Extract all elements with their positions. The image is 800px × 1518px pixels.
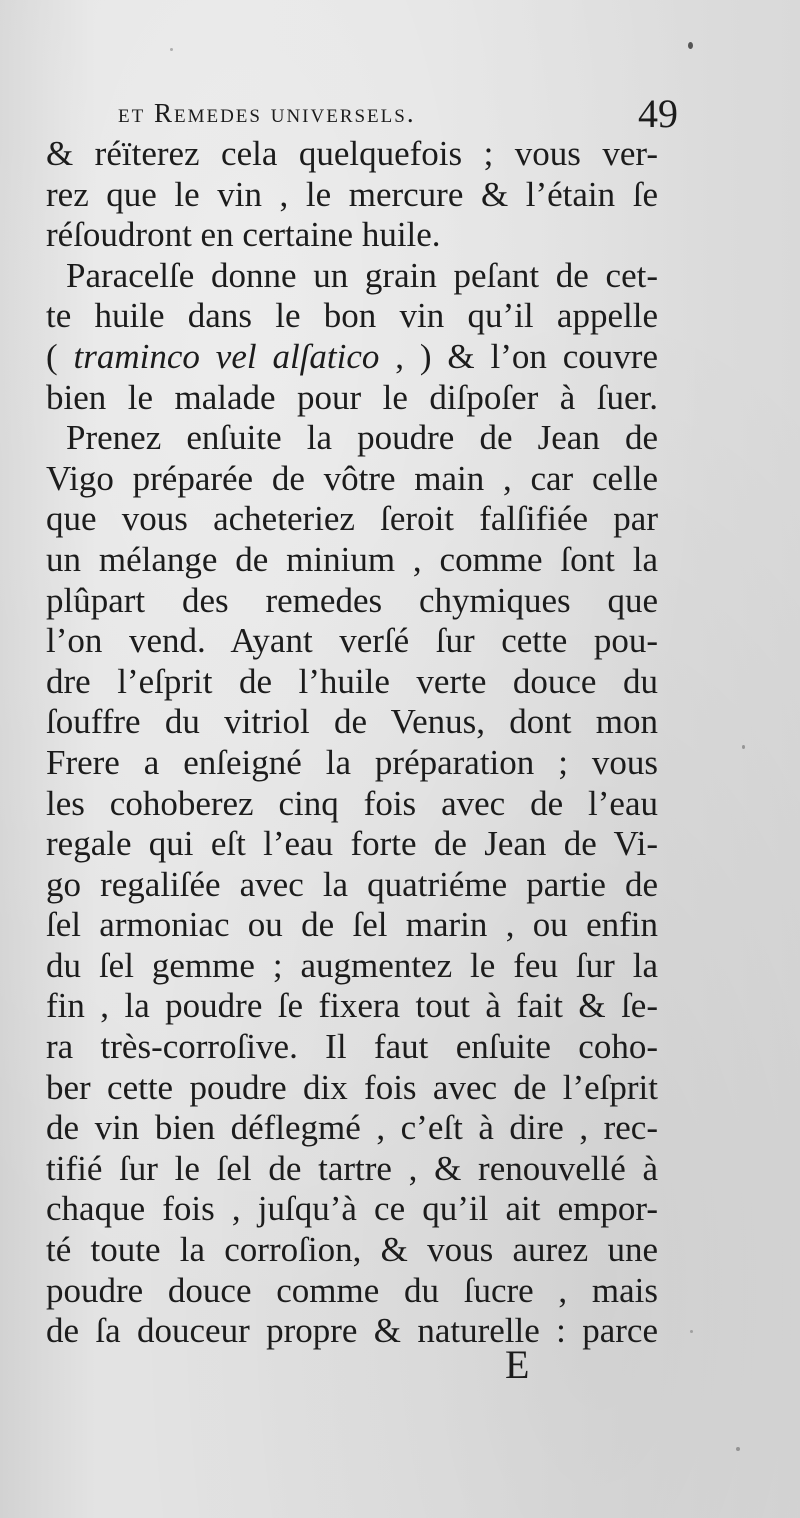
paper-speck [736, 1447, 740, 1451]
text-line: que vous acheteriez ſeroit falſifiée par [46, 499, 658, 539]
running-title: et Remedes universels. [118, 98, 416, 128]
text-line: Vigo préparée de vôtre main , car celle [46, 458, 658, 498]
text-line: te huile dans le bon vin qu’il appelle [46, 296, 658, 336]
text-line: ſouffre du vitriol de Venus, dont mon [46, 702, 658, 742]
text-line: regale qui eſt l’eau forte de Jean de Vi- [46, 824, 658, 864]
text-line: l’on vend. Ayant verſé ſur cette pou- [46, 621, 658, 661]
text-line: ber cette poudre dix fois avec de l’eſprit [46, 1067, 658, 1107]
page-header [118, 88, 678, 136]
paper-speck [690, 1330, 693, 1333]
text-line: tifié ſur le ſel de tartre , & renouvellé à [46, 1148, 658, 1188]
text-line: ra très-corroſive. Il faut enſuite coho- [46, 1027, 658, 1067]
text-line: Frere a enſeigné la préparation ; vous [46, 742, 658, 782]
text-line: dre l’eſprit de l’huile verte douce du [46, 661, 658, 701]
paper-speck [170, 48, 173, 51]
text-line: bien le malade pour le diſpoſer à ſuer. [46, 377, 658, 417]
text-line: les cohoberez cinq fois avec de l’eau [46, 783, 658, 823]
text-line-with-italic: ( traminco vel alſatico , ) & l’on couvre [46, 336, 658, 376]
text-line: réſoudront en certaine huile. [46, 215, 441, 255]
text-line: & réïterez cela quelquefois ; vous ver- [46, 134, 658, 173]
text-line: go regaliſée avec la quatriéme partie de [46, 864, 658, 904]
text-line: Paracelſe donne un grain peſant de cet- [66, 255, 658, 295]
page-number: 49 [638, 91, 678, 136]
text-line: de vin bien déflegmé , c’eſt à dire , rec- [46, 1108, 658, 1148]
text-line: de ſa douceur propre & naturelle : parce [46, 1311, 658, 1351]
text-line: du ſel gemme ; augmentez le feu ſur la [46, 945, 658, 985]
text-line: poudre douce comme du ſucre , mais [46, 1270, 658, 1310]
paper-speck [688, 42, 693, 49]
body-text [46, 134, 658, 1352]
italic-phrase: traminco vel alſatico [73, 336, 380, 376]
text-line: un mélange de minium , comme ſont la [46, 539, 658, 579]
text-line: ſel armoniac ou de ſel marin , ou enfin [46, 905, 658, 945]
text-line: Prenez enſuite la poudre de Jean de [66, 418, 658, 458]
text-line: rez que le vin , le mercure & l’étain ſe [46, 174, 658, 214]
text-line: plûpart des remedes chymiques que [46, 580, 658, 620]
text-line: té toute la corroſion, & vous aurez une [46, 1230, 658, 1270]
text-line: chaque fois , juſqu’à ce qu’il ait empor- [46, 1189, 658, 1229]
text-line: fin , la poudre ſe fixera tout à fait & ſe- [46, 986, 658, 1026]
paper-speck [742, 745, 745, 749]
catchword: E [505, 1342, 530, 1387]
